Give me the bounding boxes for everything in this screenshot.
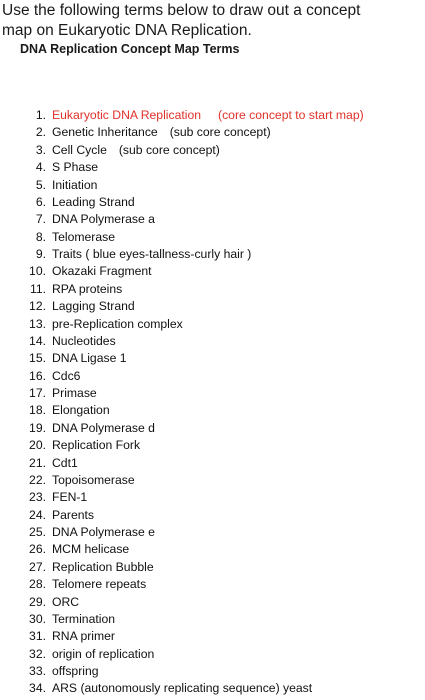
term-label: ORC: [52, 594, 80, 609]
term-item: [22, 107, 364, 124]
term-item: [22, 489, 364, 506]
term-label: DNA Ligase 1: [52, 351, 127, 366]
term-item: [22, 541, 364, 558]
term-label: Elongation: [52, 403, 110, 418]
term-number: 33.: [29, 664, 46, 678]
term-item: [22, 246, 364, 263]
term-note: (sub core concept): [169, 125, 271, 140]
instructions-line-2: map on Eukaryotic DNA Replication.: [2, 22, 252, 39]
term-number: 29.: [29, 594, 46, 609]
term-item: [22, 628, 364, 645]
term-item: [22, 524, 364, 541]
term-number: 31.: [29, 629, 46, 644]
term-label: Termination: [52, 611, 115, 626]
term-item: [22, 333, 364, 350]
term-label: Primase: [52, 386, 97, 400]
term-item: [22, 507, 364, 524]
term-number: 22.: [29, 472, 46, 487]
term-item: [22, 298, 364, 315]
term-label: Telomere repeats: [52, 577, 147, 592]
term-number: 20.: [29, 438, 46, 453]
term-item: [22, 611, 364, 628]
instructions-text: [2, 1, 422, 41]
term-number: 13.: [29, 316, 46, 331]
term-label: DNA Polymerase a: [52, 212, 155, 227]
term-number: 1.: [35, 108, 46, 122]
term-label: DNA Polymerase e: [52, 525, 155, 539]
term-label: Leading Strand: [52, 194, 135, 209]
term-number: 14.: [29, 333, 46, 348]
term-item: [22, 472, 364, 489]
term-label: RNA primer: [52, 629, 115, 644]
term-number: 23.: [29, 490, 46, 505]
term-number: 30.: [29, 611, 46, 626]
term-number: 9.: [35, 247, 46, 261]
term-number: 32.: [29, 646, 46, 661]
term-label: Okazaki Fragment: [52, 264, 152, 279]
term-label: FEN-1: [52, 490, 88, 505]
term-label: Telomerase: [52, 229, 115, 244]
term-number: 21.: [29, 455, 46, 470]
term-number: 2.: [35, 125, 46, 140]
term-item: [22, 194, 364, 211]
term-item: [22, 559, 364, 576]
term-label: Nucleotides: [52, 333, 116, 348]
term-label: offspring: [52, 664, 99, 678]
term-number: 10.: [29, 264, 46, 279]
term-item: [22, 420, 364, 437]
term-number: 4.: [35, 160, 46, 175]
term-number: 3.: [35, 142, 46, 157]
term-label: Parents: [52, 507, 95, 522]
term-item: [22, 402, 364, 419]
term-label: Cdt1: [52, 455, 78, 470]
term-label: Cdc6: [52, 368, 81, 383]
term-label: Traits ( blue eyes-tallness-curly hair ): [52, 247, 252, 261]
instructions-line-1: Use the following terms below to draw out a concept: [2, 2, 361, 19]
term-label: DNA Polymerase d: [52, 420, 155, 435]
term-item: [22, 663, 364, 680]
term-number: 15.: [29, 351, 46, 366]
term-number: 19.: [29, 420, 46, 435]
term-number: 16.: [29, 368, 46, 383]
term-label: origin of replication: [52, 646, 155, 661]
term-number: 26.: [29, 542, 46, 557]
term-label: MCM helicase: [52, 542, 130, 557]
term-number: 27.: [29, 559, 46, 574]
term-item: [22, 263, 364, 280]
term-item: [22, 455, 364, 472]
term-item: [22, 159, 364, 176]
term-number: 17.: [29, 386, 46, 400]
term-item: [22, 594, 364, 611]
term-label: ARS (autonomously replicating sequence) yeast: [52, 681, 313, 696]
term-item: [22, 124, 364, 141]
term-note: (core concept to start map): [218, 108, 364, 122]
term-number: 6.: [35, 194, 46, 209]
term-item: [22, 211, 364, 228]
term-number: 5.: [35, 177, 46, 192]
term-number: 7.: [35, 212, 46, 227]
term-item: [22, 142, 364, 159]
term-item: [22, 680, 364, 697]
term-item: [22, 576, 364, 593]
term-label: Initiation: [52, 177, 98, 192]
term-item: [22, 350, 364, 367]
document-title: DNA Replication Concept Map Terms: [20, 42, 240, 56]
term-label: RPA proteins: [52, 281, 123, 296]
term-number: 11.: [29, 281, 46, 296]
term-label: Genetic Inheritance: [52, 125, 158, 140]
term-label: Replication Fork: [52, 438, 141, 453]
term-label: Lagging Strand: [52, 299, 135, 314]
term-label: Topoisomerase: [52, 472, 135, 487]
term-item: [22, 281, 364, 298]
term-number: 34.: [29, 681, 46, 696]
term-label: Eukaryotic DNA Replication: [52, 108, 202, 122]
term-number: 18.: [29, 403, 46, 418]
term-number: 25.: [29, 525, 46, 539]
term-item: [22, 316, 364, 333]
term-item: [22, 229, 364, 246]
term-item: [22, 177, 364, 194]
term-item: [22, 385, 364, 402]
term-number: 28.: [29, 577, 46, 592]
term-item: [22, 646, 364, 663]
term-label: Cell Cycle: [52, 142, 107, 157]
term-number: 8.: [35, 229, 46, 244]
term-number: 24.: [29, 507, 46, 522]
terms-list: [22, 107, 364, 698]
term-item: [22, 368, 364, 385]
term-number: 12.: [29, 299, 46, 314]
term-label: pre-Replication complex: [52, 316, 183, 331]
term-label: Replication Bubble: [52, 559, 154, 574]
term-label: S Phase: [52, 160, 99, 175]
term-note: (sub core concept): [118, 142, 220, 157]
term-item: [22, 437, 364, 454]
